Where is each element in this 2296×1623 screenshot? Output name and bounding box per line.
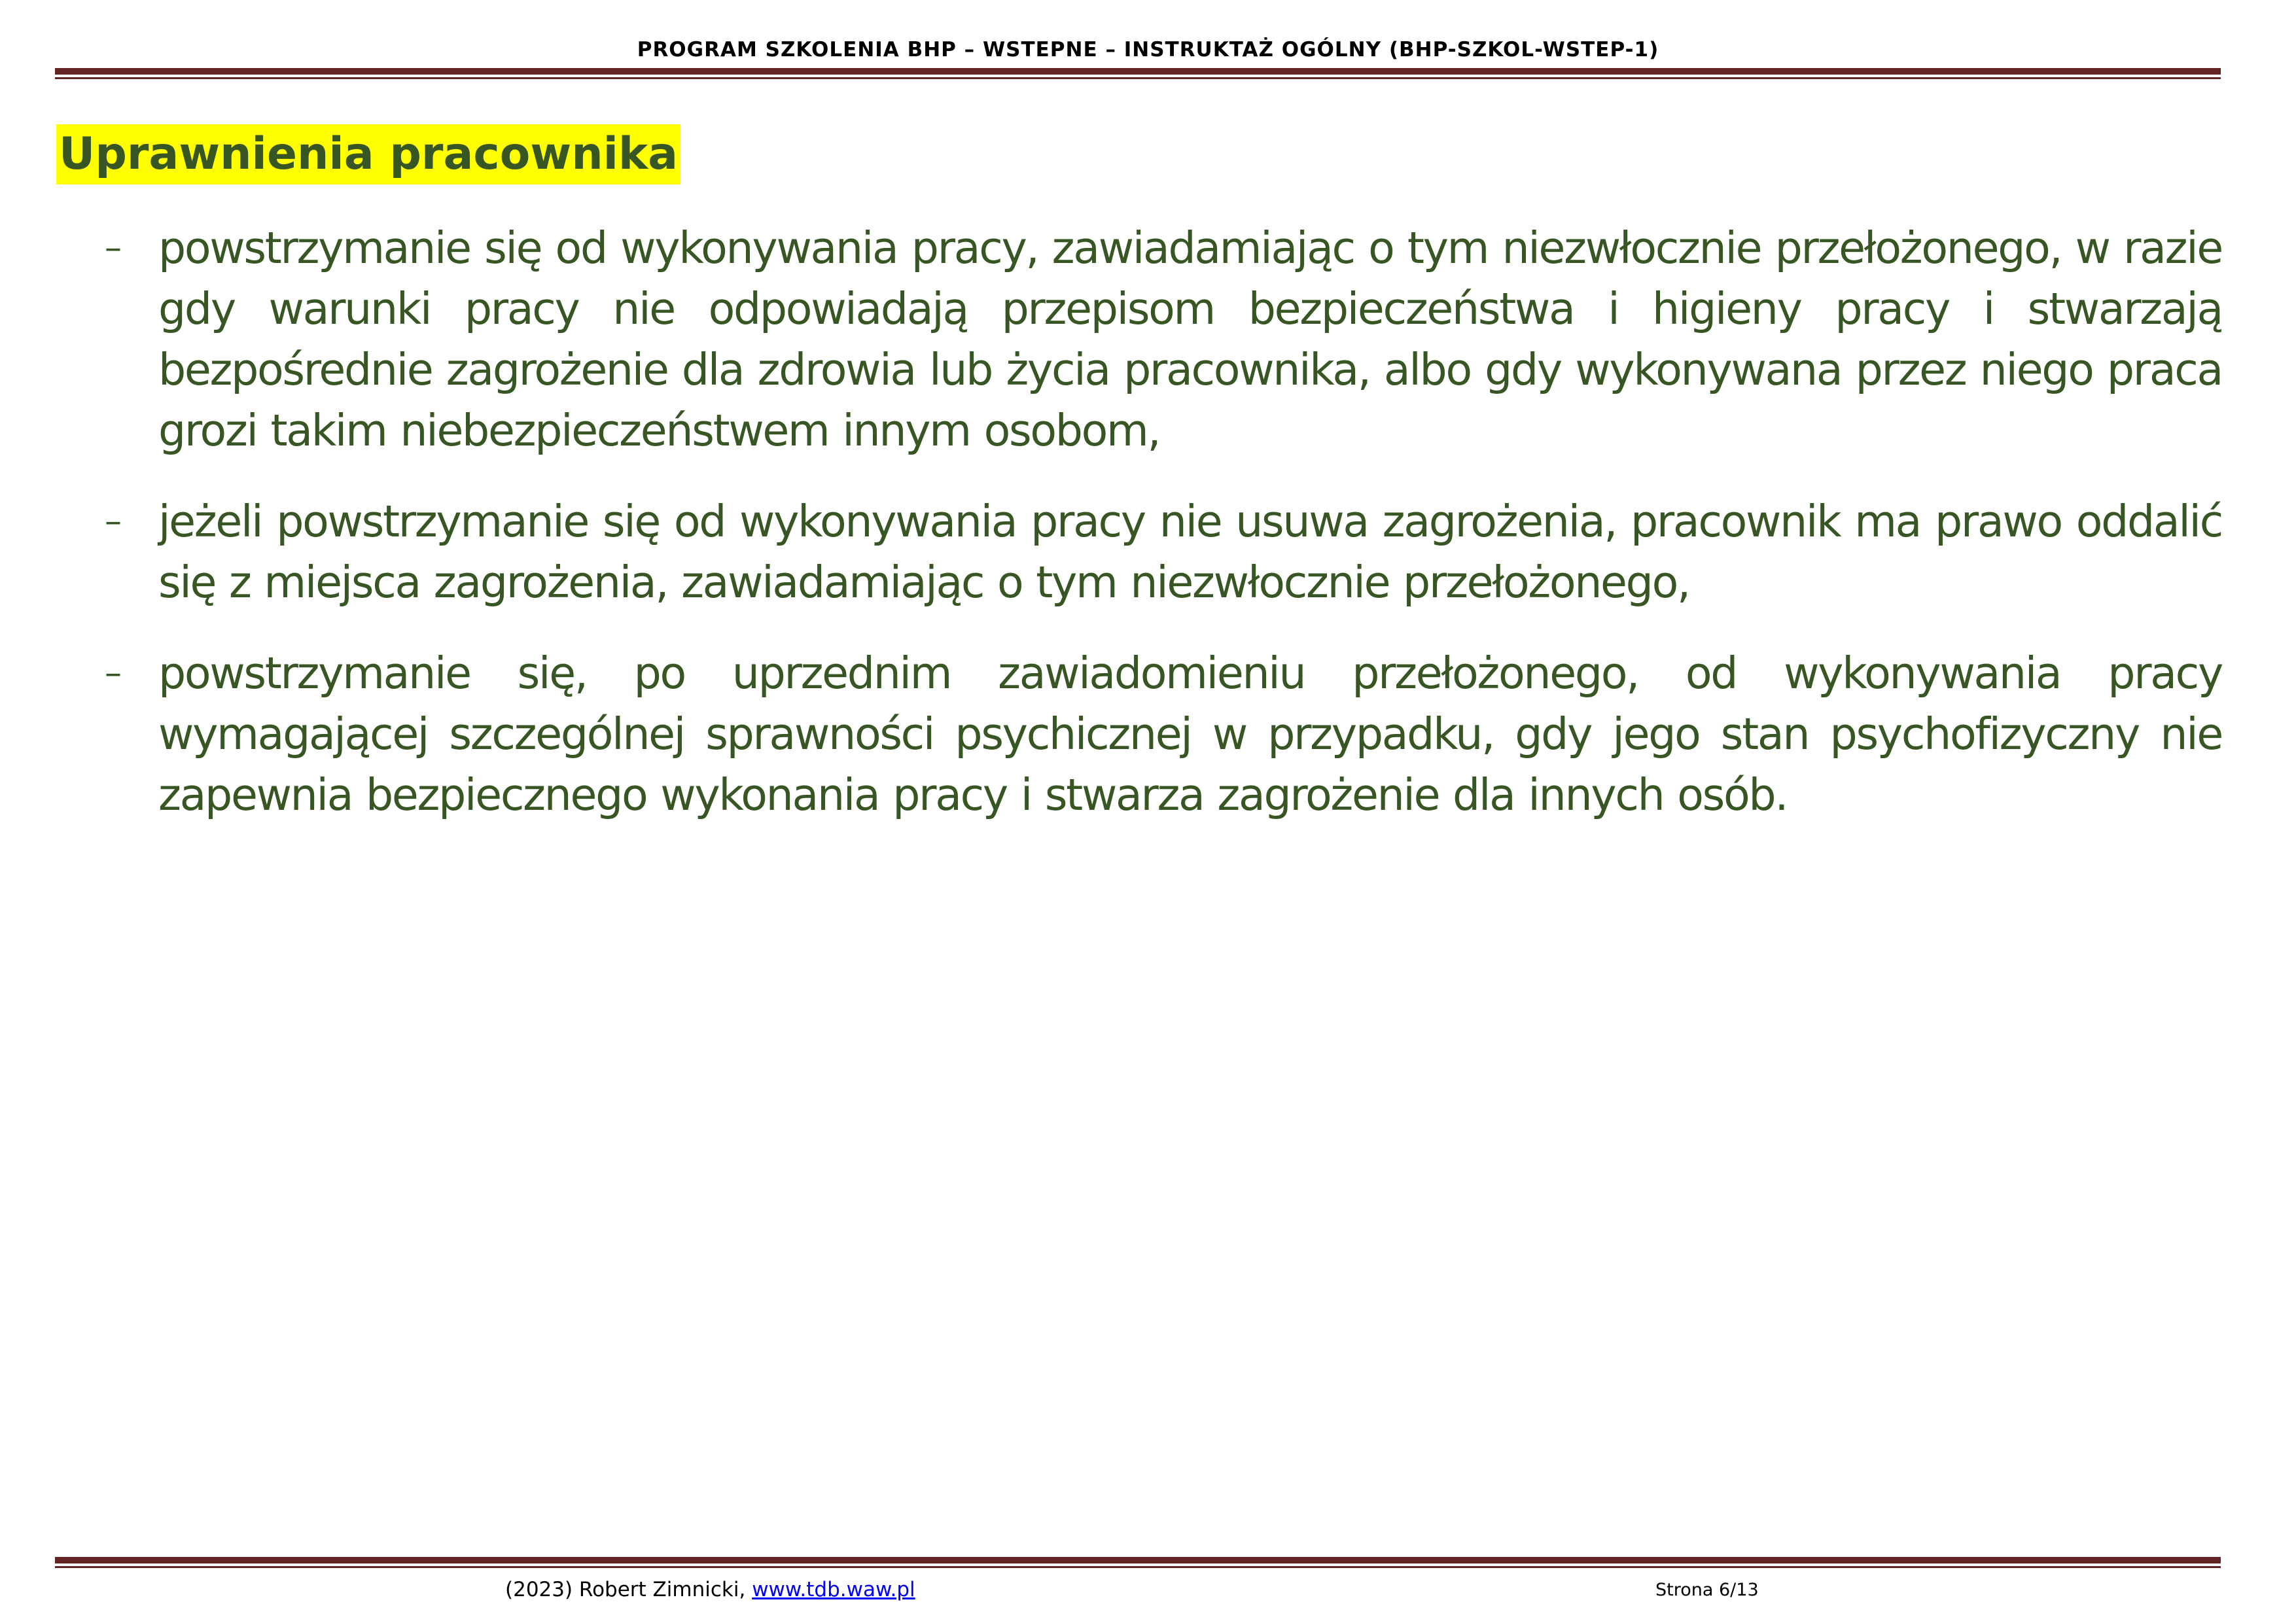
list-item (105, 491, 2222, 613)
footer-rule-thin (55, 1566, 2221, 1568)
list-item (105, 218, 2222, 461)
list-item-text: powstrzymanie się, po uprzednim zawiadomieniu przełożonego, od wykonywania pracy wymagającej szczególnej sprawności psychicznej w przypadku, gdy jego stan psychofizyczny nie zapewnia bezpiecznego wykonania pracy i stwarza zagrożenie dla innych osób. (158, 648, 2222, 820)
dash-bullet-icon: – (105, 654, 122, 693)
header-rule-thin (55, 77, 2221, 79)
footer-rule-thick (55, 1557, 2221, 1563)
dash-bullet-icon: – (105, 228, 122, 268)
rights-list (105, 218, 2222, 856)
dash-bullet-icon: – (105, 502, 122, 541)
footer-website-link[interactable]: www.tdb.waw.pl (752, 1578, 915, 1601)
list-item-text: jeżeli powstrzymanie się od wykonywania pracy nie usuwa zagrożenia, pracownik ma prawo oddalić się z miejsca zagrożenia, zawiadamiając o tym niezwłocznie przełożonego, (158, 496, 2222, 608)
footer-copyright (505, 1578, 915, 1601)
list-item (105, 643, 2222, 826)
footer-copyright-text: (2023) Robert Zimnicki, (505, 1578, 752, 1601)
list-item-text: powstrzymanie się od wykonywania pracy, zawiadamiając o tym niezwłocznie przełożonego, w razie gdy warunki pracy nie odpowiadają przepisom bezpieczeństwa i higieny pracy i stwarzają bezpośrednie zagrożenie dla zdrowia lub życia pracownika, albo gdy wykonywana przez niego praca grozi takim niebezpieczeństwem innym osobom, (158, 222, 2222, 456)
header-title: PROGRAM SZKOLENIA BHP – WSTEPNE – INSTRUKTAŻ OGÓLNY (BHP-SZKOL-WSTEP-1) (637, 38, 1659, 61)
page-number: Strona 6/13 (1655, 1580, 1759, 1600)
header-rule-thick (55, 68, 2221, 75)
section-title: Uprawnienia pracownika (56, 124, 680, 184)
